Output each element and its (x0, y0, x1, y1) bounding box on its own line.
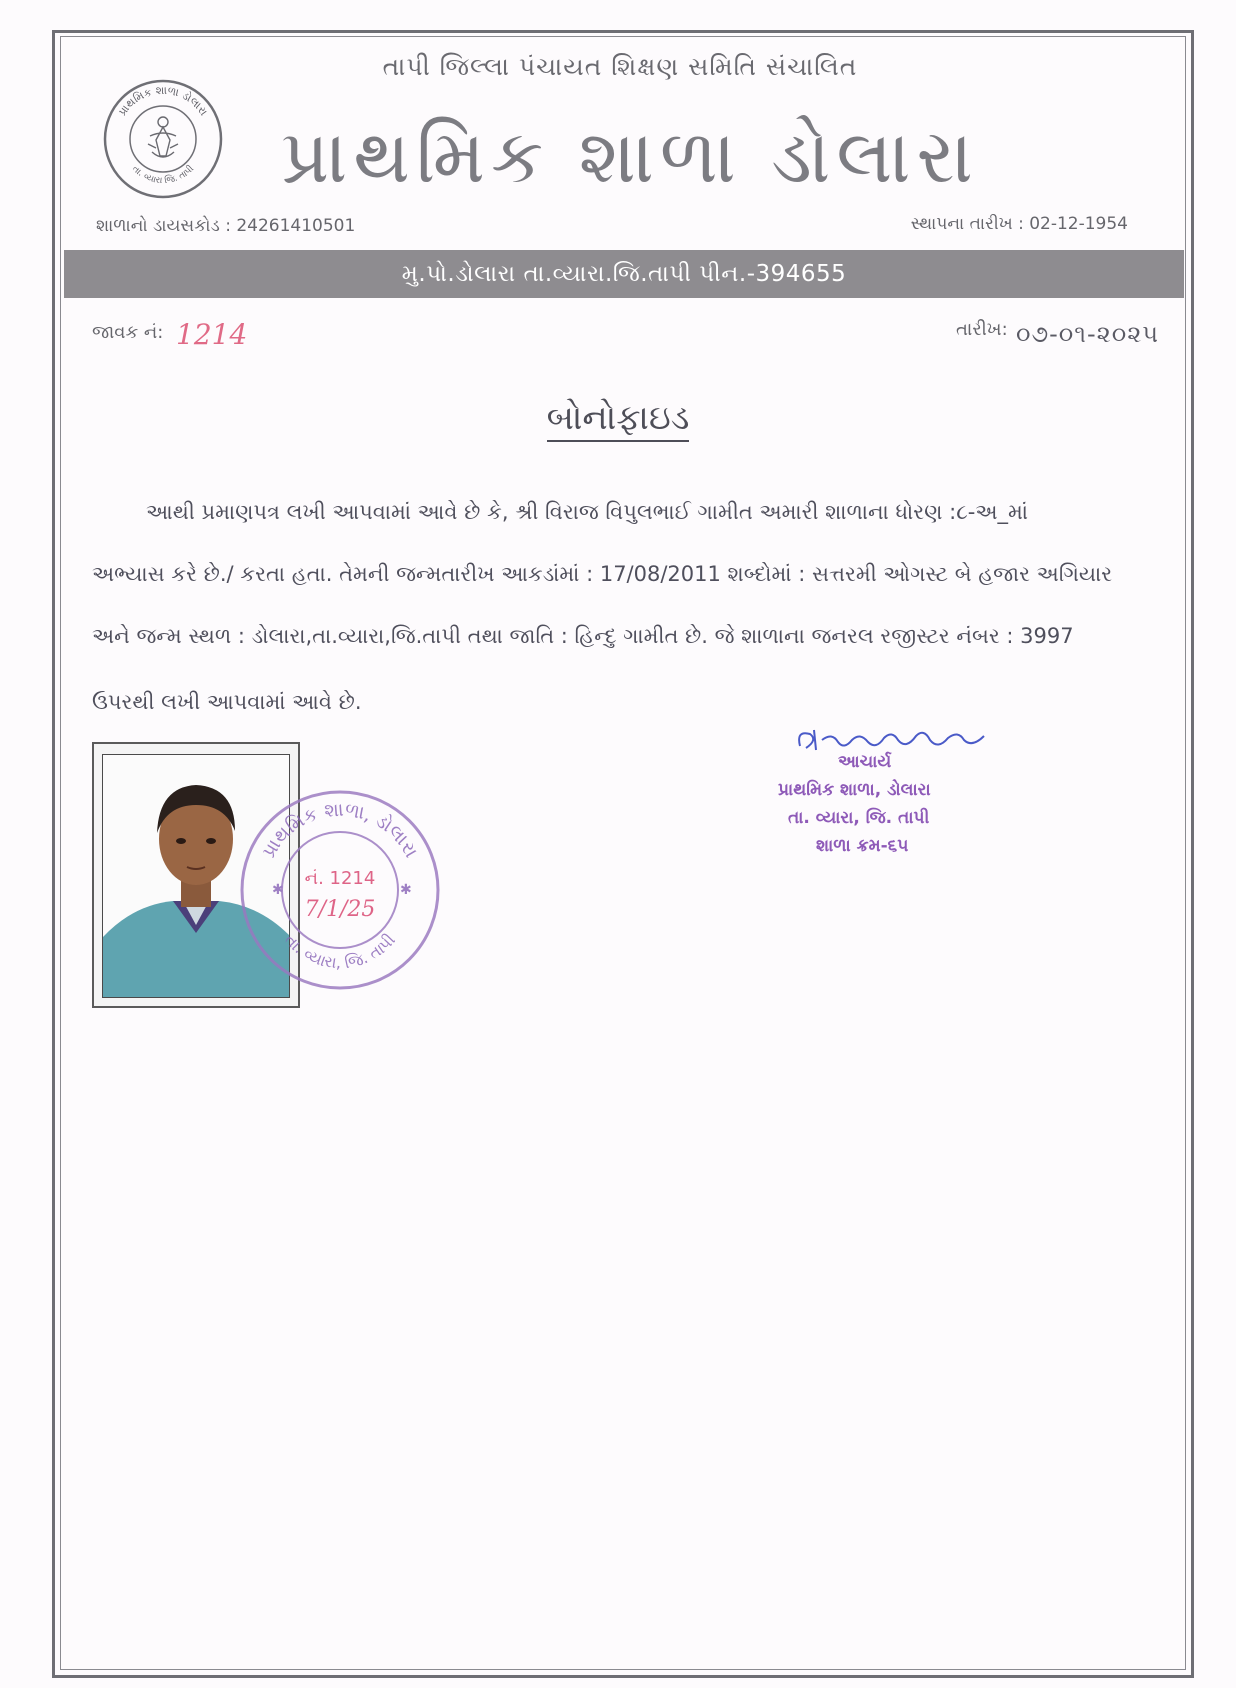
body-line-3: અને જન્મ સ્થળ : ડોલારા,તા.વ્યારા,જિ.તાપી તથા જાતિ : હિન્દુ ગામીત છે. જે શાળાના જનરલ રજીસ્ટર નંબર : 3997 (92, 624, 1074, 648)
principal-school: પ્રાથમિક શાળા, ડોલારા (778, 780, 931, 800)
body-line-2: અભ્યાસ કરે છે./ કરતા હતા. તેમની જન્મતારીખ આકડાંમાં : 17/08/2011 શબ્દોમાં : સત્તરમી ઓગસ્ટ બે હજાર અગિયાર (92, 562, 1113, 586)
svg-text:તા. વ્યારા, જિ. તાપી (281, 930, 399, 972)
founded-date: સ્થાપના તારીખ : 02-12-1954 (910, 214, 1128, 234)
school-round-stamp (236, 786, 444, 994)
date-value: ૦૭-૦૧-૨૦૨૫ (1016, 320, 1160, 348)
principal-school-number: શાળા ક્રમ-૬૫ (816, 836, 909, 856)
star-icon: ✱ (272, 882, 284, 898)
saraswati-emblem-icon (148, 117, 178, 157)
svg-text:પ્રાથમિક શાળા, ડોલારા (258, 799, 422, 862)
logo-ring-text-bottom: તા. વ્યારા જિ. તાપી (129, 164, 197, 187)
inward-number-label: જાવક નં: (92, 322, 164, 343)
committee-heading: તાપી જિલ્લા પંચાયત શિક્ષણ સમિતિ સંચાલિત (382, 52, 858, 81)
body-line-1: આથી પ્રમાણપત્ર લખી આપવામાં આવે છે કે, શ્રી વિરાજ વિપુલભાઈ ગામીત અમારી શાળાના ધોરણ :૮-અ_માં (146, 500, 1028, 524)
dise-code: શાળાનો ડાયસકોડ : 24261410501 (96, 216, 356, 236)
logo-ring-text: પ્રાથમિક શાળા ડોલારા (115, 83, 211, 119)
inward-number-value: 1214 (176, 318, 248, 351)
certificate-title: બોનોફાઇડ (547, 398, 690, 442)
school-name-heading: પ્રાથમિક શાળા ડોલારા (281, 114, 979, 200)
address-text: મુ.પો.ડોલારા તા.વ્યારા.જિ.તાપી પીન.-394655 (401, 261, 847, 287)
school-stamp-date: 7/1/25 (304, 897, 376, 922)
school-stamp-ring-bottom: તા. વ્યારા, જિ. તાપી (281, 930, 399, 973)
star-icon: ✱ (400, 882, 412, 898)
principal-title: આચાર્ય (838, 752, 892, 772)
date-label: તારીખ: (956, 319, 1008, 340)
school-stamp-ring-top: પ્રાથમિક શાળા, ડોલારા (257, 798, 423, 862)
principal-signature-block (760, 722, 1050, 882)
school-stamp-number: નં. 1214 (304, 868, 376, 889)
principal-signature (788, 722, 1008, 762)
address-band (64, 250, 1184, 298)
certificate-title-wrap (0, 398, 1236, 438)
body-line-4: ઉપરથી લખી આપવામાં આવે છે. (92, 690, 362, 714)
principal-taluka: તા. વ્યારા, જિ. તાપી (788, 808, 930, 828)
school-logo (102, 78, 224, 200)
svg-text:તા. વ્યારા જિ. તાપી (130, 163, 196, 186)
svg-text:પ્રાથમિક શાળા ડોલારા (116, 84, 211, 119)
